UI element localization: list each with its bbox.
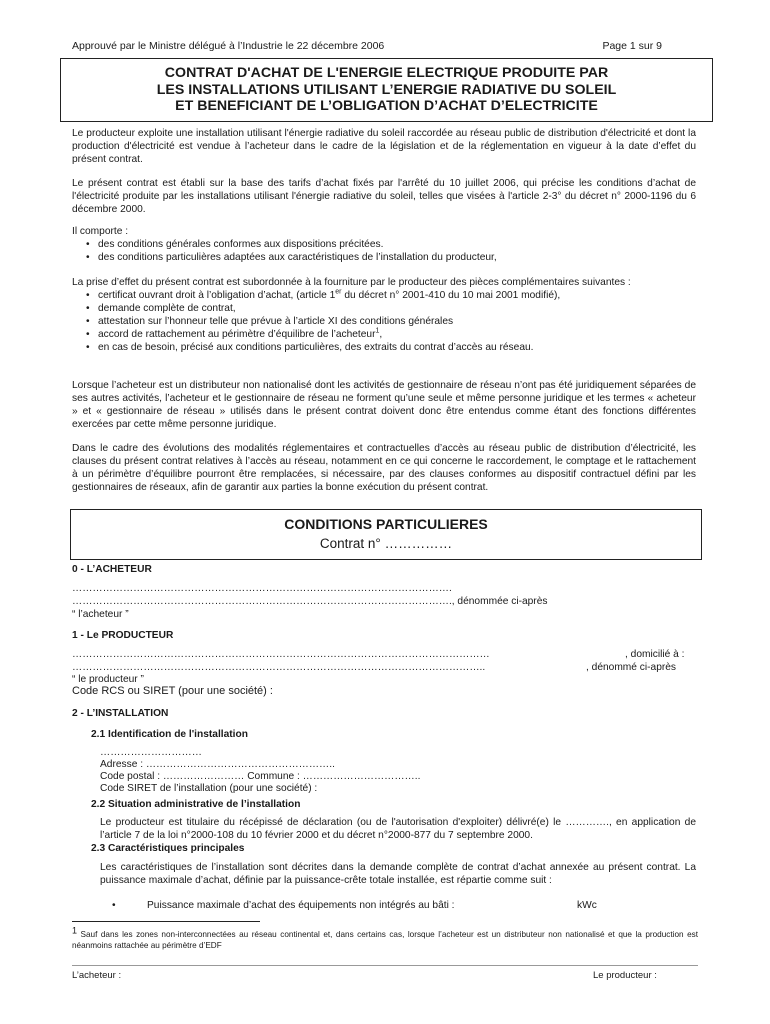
subsection-2-3-text: Les caractéristiques de l’installation sont décrites dans la demande complète de contrat d’achat annexée au présent contrat. La puissance maximale d’achat, définie par la puissance-crête totale installée, est répartie comme suit : [100, 862, 696, 886]
power-bullet: • [112, 900, 116, 911]
acheteur-address-field: …………………………………………………………………………………………………., dénommée ci-après [72, 596, 548, 607]
title-line-3: ET BENEFICIANT DE L’OBLIGATION D’ACHAT D’ELECTRICITE [175, 98, 598, 114]
document-title [61, 65, 712, 115]
producteur-address-field: ………………………………………………………………………………………………………….. [72, 662, 486, 673]
approval-note: Approuvé par le Ministre délégué à l’Industrie le 22 décembre 2006 [72, 40, 385, 52]
subsection-2-1-heading: 2.1 Identification de l'installation [91, 729, 248, 740]
power-item-label: Puissance maximale d’achat des équipements non intégrés au bâti : [147, 900, 455, 911]
installation-name-field: ………………………… [100, 747, 202, 758]
footnote-number: 1 [72, 925, 78, 936]
list-item: • attestation sur l’honneur telle que prévue à l’article XI des conditions générales [72, 315, 696, 328]
footnote [72, 925, 698, 951]
producteur-domicile-label: , domicilié à : [625, 649, 685, 660]
list-item: • certificat ouvrant droit à l’obligation d’achat, (article 1er du décret n° 2001-410 du 10 mai 2001 modifié), [72, 289, 696, 302]
installation-postal-field: Code postal : …………………… Commune : …………………………….. [100, 771, 421, 782]
section-installation-heading: 2 - L’INSTALLATION [72, 708, 169, 719]
producteur-name-field: …………………………………………………………………………………………………………… [72, 649, 490, 660]
page-number: Page 1 sur 9 [602, 40, 662, 52]
pieces-list [72, 289, 696, 354]
footnote-text: Sauf dans les zones non-interconnectées au réseau continental et, dans certains cas, lorsque l’acheteur est un distributeur non nationalisé et que la production est néanmoins rattachée au périmètre d’EDF [72, 930, 698, 950]
intro-paragraph-5: Dans le cadre des évolutions des modalités réglementaires et contractuelles d’accès au réseau public de distribution d’électricité, les clauses du présent contrat relatives à l’accès au réseau, notamment en ce qui concerne le raccordement, le comptage et le rattachement à un périmètre d’équilibre pourront être remplacées, si nécessaire, par des clauses conformes au dispositif contractuel défini par les gestionnaires de réseaux, afin de garantir aux parties la bonne exécution du présent contrat. [72, 443, 696, 493]
comporte-list [72, 238, 696, 264]
section-acheteur-heading: 0 - L’ACHETEUR [72, 564, 152, 575]
list-item: • demande complète de contrat, [72, 302, 696, 315]
footer-separator [72, 965, 698, 966]
footer-producteur-signature: Le producteur : [593, 970, 657, 981]
producteur-denomme-label: , dénommé ci-après [586, 662, 677, 673]
footnote-separator [72, 921, 260, 922]
subsection-2-2-heading: 2.2 Situation administrative de l’installation [91, 799, 301, 810]
pieces-intro: La prise d’effet du présent contrat est subordonnée à la fourniture par le producteur des pièces complémentaires suivantes : [72, 277, 631, 288]
page-header [72, 40, 698, 52]
intro-paragraph-4: Lorsque l’acheteur est un distributeur non nationalisé dont les activités de gestionnaire de réseau n’ont pas été juridiquement séparées de ses autres activités, l’acheteur et le gestionnaire de réseau ne forment qu’une seule et même personne juridique et les termes « acheteur » et « gestionnaire de réseau » utilisés dans le présent contrat doivent donc être entendus comme étant des fonctions différentes exercées par cette même personne juridique. [72, 380, 696, 430]
footnote-ref: 1 [375, 327, 380, 335]
title-line-1: CONTRAT D'ACHAT DE L'ENERGIE ELECTRIQUE PRODUITE PAR [164, 65, 609, 81]
list-item: • en cas de besoin, précisé aux conditions particulières, des extraits du contrat d’accès au réseau. [72, 341, 696, 354]
pieces-block [72, 276, 696, 354]
document-title-box [60, 58, 713, 122]
producteur-rcs-siret: Code RCS ou SIRET (pour une société) : [72, 685, 273, 697]
comporte-block [72, 225, 696, 264]
section-producteur-heading: 1 - Le PRODUCTEUR [72, 630, 174, 641]
list-item: • des conditions particulières adaptées aux caractéristiques de l’installation du producteur, [72, 251, 696, 264]
subsection-2-3-heading: 2.3 Caractéristiques principales [91, 843, 245, 854]
contract-number: Contrat n° …………… [319, 536, 453, 551]
comporte-label: Il comporte : [72, 226, 129, 237]
installation-siret-field: Code SIRET de l’installation (pour une société) : [100, 783, 318, 794]
title-line-2: LES INSTALLATIONS UTILISANT L’ENERGIE RADIATIVE DU SOLEIL [156, 81, 617, 98]
power-unit: kWc [577, 900, 597, 911]
intro-paragraph-2: Le présent contrat est établi sur la base des tarifs d’achat fixés par l'arrêté du 10 juillet 2006, qui précise les conditions d’achat de l'électricité produite par les installations utilisant l'énergie radiative du soleil, telles que visées à l'article 2-3° du décret n° 2000-1196 du 6 décembre 2000. [72, 178, 696, 215]
acheteur-name-field: …………………………………………………………………………………………………. [72, 583, 452, 594]
installation-address-field: Adresse : ……………………………………………….. [100, 759, 335, 770]
intro-paragraph-1: Le producteur exploite une installation utilisant l'énergie radiative du soleil raccordée au réseau public de distribution d'électricité et dont la production d'électricité est vendue à l’acheteur dans le cadre de la législation et de la réglementation en vigueur à la date d’effet du présent contrat. [72, 128, 696, 165]
list-item: • accord de rattachement au périmètre d’équilibre de l’acheteur$^1$, [72, 328, 696, 341]
producteur-designation: “ le producteur ” [72, 674, 144, 685]
conditions-particulieres-box [70, 509, 702, 560]
acheteur-designation: “ l’acheteur ” [72, 609, 129, 620]
footer-acheteur-signature: L’acheteur : [72, 970, 122, 981]
subsection-2-2-text: Le producteur est titulaire du récépissé de déclaration (ou de l'autorisation d'exploiter) délivré(e) le …………., en application de l’article 7 de la loi n°2000-108 du 10 février 2000 et du décret n°2000-877 du 7 septembre 2000. [100, 817, 696, 841]
list-item: • des conditions générales conformes aux dispositions précitées. [72, 238, 696, 251]
conditions-title: CONDITIONS PARTICULIERES [284, 516, 488, 532]
